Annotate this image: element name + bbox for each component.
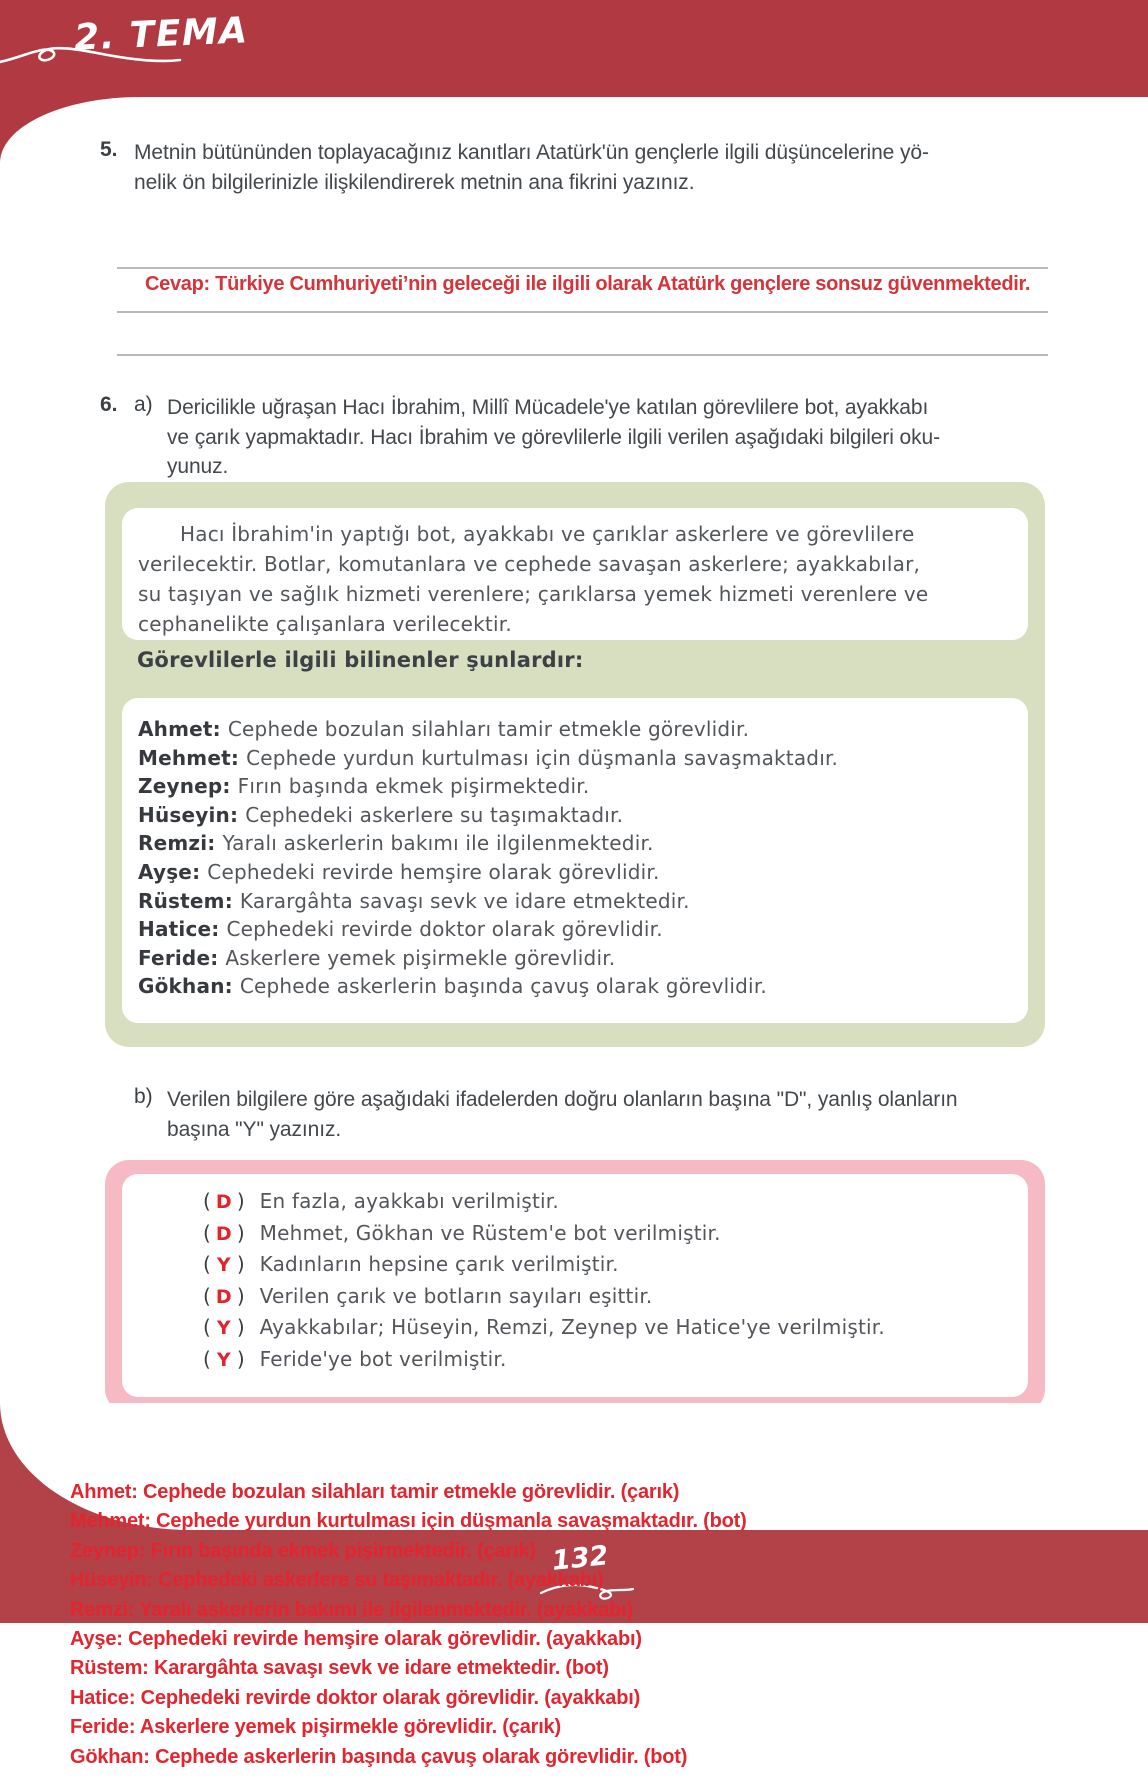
true-false-card bbox=[122, 1174, 1028, 1397]
question-5-number: 5. bbox=[100, 138, 118, 161]
info-paragraph-line: su taşıyan ve sağlık hizmeti verenlere; çarıklarsa yemek hizmeti verenlere ve bbox=[138, 582, 929, 606]
info-box bbox=[105, 482, 1045, 1047]
statement-text: Ayakkabılar; Hüseyin, Remzi, Zeynep ve Hatice'ye verilmiştir. bbox=[259, 1315, 885, 1340]
question-6a-line: ve çarık yapmaktadır. Hacı İbrahim ve görevlilerle ilgili verilen aşağıdaki bilgileri oku- bbox=[167, 425, 940, 449]
person-name: Rüstem: bbox=[138, 888, 233, 913]
open-paren: ( bbox=[203, 1189, 211, 1213]
question-6a-label: a) bbox=[134, 393, 153, 416]
answer-ruled-line bbox=[117, 354, 1048, 356]
person-name: Ahmet: bbox=[138, 717, 221, 741]
answer-key-line: Feride: Askerlere yemek pişirmekle görevlidir. (çarık) bbox=[70, 1716, 561, 1739]
info-heading: Görevlilerle ilgili bilinenler şunlardır: bbox=[137, 648, 584, 672]
person-desc: Cephede askerlerin başında çavuş olarak görevlidir. bbox=[239, 974, 767, 999]
close-paren: ) bbox=[236, 1189, 245, 1213]
answer-ruled-line bbox=[117, 267, 1048, 269]
open-paren: ( bbox=[203, 1283, 211, 1308]
close-paren: ) bbox=[236, 1252, 245, 1277]
person-name: Gökhan: bbox=[138, 974, 233, 999]
dy-answer-mark: D bbox=[215, 1191, 232, 1213]
person-name: Hüseyin: bbox=[138, 802, 239, 827]
person-desc: Karargâhta savaşı sevk ve idare etmektedir. bbox=[239, 888, 690, 913]
true-false-item bbox=[203, 1345, 1028, 1377]
question-6a-line: Dericilikle uğraşan Hacı İbrahim, Millî Mücadele'ye katılan görevlilere bot, ayakkabı bbox=[167, 396, 929, 419]
open-paren: ( bbox=[203, 1315, 211, 1340]
people-list-card bbox=[122, 698, 1028, 1023]
person-desc: Cephedeki revirde doktor olarak görevlidir. bbox=[226, 917, 663, 942]
answer-key-line: Ayşe: Cephedeki revirde hemşire olarak görevlidir. (ayakkabı) bbox=[70, 1628, 642, 1651]
list-item bbox=[138, 915, 1012, 944]
question-6a-line: yunuz. bbox=[167, 455, 229, 478]
person-desc: Askerlere yemek pişirmekle görevlidir. bbox=[225, 945, 616, 970]
person-desc: Cephede bozulan silahları tamir etmekle görevlidir. bbox=[227, 717, 750, 741]
person-name: Hatice: bbox=[138, 917, 220, 942]
info-paragraph-line: cephanelikte çalışanlara verilecektir. bbox=[138, 612, 512, 636]
answer-key-line: Gökhan: Cephede askerlerin başında çavuş olarak görevlidir. (bot) bbox=[70, 1745, 688, 1768]
person-desc: Fırın başında ekmek pişirmektedir. bbox=[237, 774, 590, 799]
person-desc: Cephedeki askerlere su taşımaktadır. bbox=[245, 802, 624, 827]
true-false-item bbox=[203, 1313, 1028, 1345]
person-name: Ayşe: bbox=[138, 859, 201, 884]
list-item bbox=[138, 744, 1012, 773]
tema-title: 2. TEMA bbox=[73, 10, 250, 59]
answer-key-line: Rüstem: Karargâhta savaşı sevk ve idare etmektedir. (bot) bbox=[70, 1657, 609, 1680]
answer-key-line: Zeynep: Fırın başında ekmek pişirmektedir. (çarık) bbox=[70, 1539, 536, 1562]
answer-key-overlay bbox=[70, 1478, 747, 1772]
question-6b-text bbox=[167, 1085, 1087, 1145]
info-paragraph-line: Hacı İbrahim'in yaptığı bot, ayakkabı ve çarıklar askerlere ve görevlilere bbox=[180, 522, 915, 546]
info-paragraph-line: verilecektir. Botlar, komutanlara ve cephede savaşan askerlere; ayakkabılar, bbox=[138, 552, 921, 576]
person-name: Feride: bbox=[138, 945, 219, 970]
question-5-line: Metnin bütününden toplayacağınız kanıtları Atatürk'ün gençlerle ilgili düşüncelerine yö- bbox=[134, 141, 929, 164]
page-number: 132 bbox=[550, 1540, 610, 1577]
person-name: Remzi: bbox=[138, 831, 216, 856]
question-6b-line: başına "Y" yazınız. bbox=[167, 1118, 342, 1141]
list-item bbox=[138, 858, 1012, 887]
close-paren: ) bbox=[236, 1220, 245, 1245]
dy-answer-mark: Y bbox=[216, 1317, 231, 1340]
person-name: Mehmet: bbox=[138, 745, 240, 770]
question-6b-label: b) bbox=[134, 1085, 153, 1108]
person-desc: Cephede yurdun kurtulması için düşmanla savaşmaktadır. bbox=[246, 745, 839, 770]
answer-ruled-line bbox=[117, 311, 1048, 313]
statement-text: Kadınların hepsine çarık verilmiştir. bbox=[259, 1252, 619, 1277]
question-5-answer: Cevap: Türkiye Cumhuriyeti’nin geleceği ile ilgili olarak Atatürk gençlere sonsuz güvenmektedir. bbox=[145, 273, 1031, 295]
dy-answer-mark: Y bbox=[216, 1254, 231, 1277]
dy-answer-mark: Y bbox=[216, 1348, 231, 1371]
answer-key-line: Ahmet: Cephede bozulan silahları tamir etmekle görevlidir. (çarık) bbox=[70, 1481, 680, 1503]
open-paren: ( bbox=[203, 1252, 211, 1277]
info-paragraph bbox=[122, 508, 1028, 639]
true-false-item bbox=[203, 1187, 1028, 1219]
question-5-line: nelik ön bilgilerinizle ilişkilendirerek metnin ana fikrini yazınız. bbox=[134, 170, 695, 194]
open-paren: ( bbox=[203, 1220, 211, 1245]
answer-key-line: Mehmet: Cephede yurdun kurtulması için düşmanla savaşmaktadır. (bot) bbox=[70, 1510, 747, 1533]
list-item bbox=[138, 829, 1012, 858]
answer-key-line: Hatice: Cephedeki revirde doktor olarak görevlidir. (ayakkabı) bbox=[70, 1686, 641, 1709]
list-item bbox=[138, 801, 1012, 830]
close-paren: ) bbox=[236, 1283, 245, 1308]
open-paren: ( bbox=[203, 1346, 211, 1371]
person-desc: Cephedeki revirde hemşire olarak görevlidir. bbox=[207, 859, 660, 884]
statement-text: En fazla, ayakkabı verilmiştir. bbox=[259, 1189, 559, 1213]
answer-key-line: Hüseyin: Cephedeki askerlere su taşımaktadır. (ayakkabı) bbox=[70, 1569, 604, 1592]
statement-text: Verilen çarık ve botların sayıları eşittir. bbox=[259, 1283, 653, 1308]
question-5-text bbox=[134, 138, 1074, 197]
list-item bbox=[138, 715, 1012, 744]
list-item bbox=[138, 972, 1012, 1001]
list-item bbox=[138, 772, 1012, 801]
dy-answer-mark: D bbox=[215, 1285, 232, 1308]
info-paragraph-card bbox=[122, 508, 1028, 640]
close-paren: ) bbox=[236, 1346, 245, 1371]
answer-key-line: Remzi: Yaralı askerlerin bakımı ile ilgilenmektedir. (ayakkabı) bbox=[70, 1598, 633, 1621]
question-6b-line: Verilen bilgilere göre aşağıdaki ifadelerden doğru olanların başına "D", yanlış olanların bbox=[167, 1088, 958, 1111]
true-false-item bbox=[203, 1282, 1028, 1314]
person-desc: Yaralı askerlerin bakımı ile ilgilenmektedir. bbox=[222, 831, 654, 856]
true-false-item bbox=[203, 1219, 1028, 1251]
person-name: Zeynep: bbox=[138, 774, 231, 799]
dy-answer-mark: D bbox=[215, 1222, 232, 1245]
close-paren: ) bbox=[236, 1315, 245, 1340]
list-item bbox=[138, 887, 1012, 916]
true-false-item bbox=[203, 1250, 1028, 1282]
statement-text: Feride'ye bot verilmiştir. bbox=[259, 1346, 507, 1371]
statement-text: Mehmet, Gökhan ve Rüstem'e bot verilmiştir. bbox=[259, 1220, 721, 1245]
true-false-box bbox=[105, 1160, 1045, 1413]
list-item bbox=[138, 944, 1012, 973]
question-6a-text bbox=[167, 393, 1067, 482]
question-6-number: 6. bbox=[100, 393, 118, 416]
